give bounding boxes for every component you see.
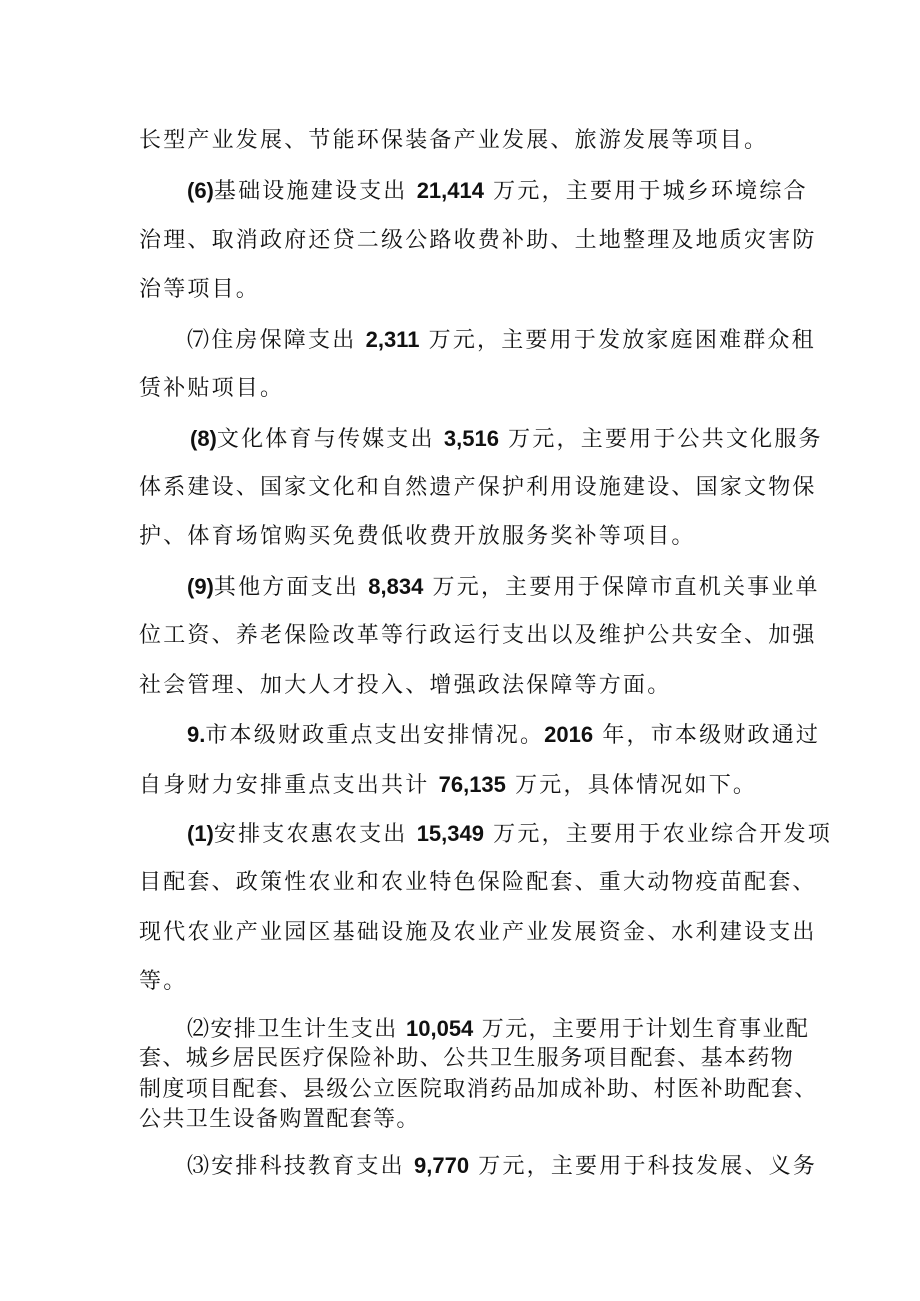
text-line: 位工资、养老保险改革等行政运行支出以及维护公共安全、加强 (139, 623, 817, 648)
paragraph-start: ⑵安排卫生计生支出 10,054 万元，主要用于计划生育事业配 (187, 1016, 810, 1042)
section-heading: 9.市本级财政重点支出安排情况。2016 年，市本级财政通过 (187, 722, 821, 748)
paragraph-start: (9)其他方面支出 8,834 万元，主要用于保障市直机关事业单 (187, 574, 820, 600)
text-line: 护、体育场馆购买免费低收费开放服务奖补等项目。 (139, 524, 696, 549)
text-line: 现代农业产业园区基础设施及农业产业发展资金、水利建设支出 (139, 920, 817, 945)
text-line: 套、城乡居民医疗保险补助、公共卫生服务项目配套、基本药物 (139, 1046, 795, 1071)
paragraph-start: ⑶安排科技教育支出 9,770 万元，主要用于科技发展、义务 (187, 1153, 818, 1179)
text-line: 自身财力安排重点支出共计 76,135 万元，具体情况如下。 (139, 772, 758, 798)
text-line: 赁补贴项目。 (139, 376, 285, 401)
text-line: 体系建设、国家文化和自然遗产保护利用设施建设、国家文物保 (139, 475, 817, 500)
text-line: 治等项目。 (139, 277, 261, 302)
text-line: 长型产业发展、节能环保装备产业发展、旅游发展等项目。 (139, 128, 769, 153)
text-line: 目配套、政策性农业和农业特色保险配套、重大动物疫苗配套、 (139, 870, 817, 895)
paragraph-start: (8)文化体育与传媒支出 3,516 万元，主要用于公共文化服务 (190, 426, 823, 452)
text-line: 治理、取消政府还贷二级公路收费补助、土地整理及地质灾害防 (139, 228, 817, 253)
paragraph-start: (1)安排支农惠农支出 15,349 万元，主要用于农业综合开发项 (187, 821, 832, 847)
text-line: 社会管理、加大人才投入、增强政法保障等方面。 (139, 673, 672, 698)
paragraph-start: (6)基础设施建设支出 21,414 万元，主要用于城乡环境综合 (187, 178, 808, 204)
text-line: 制度项目配套、县级公立医院取消药品加成补助、村医补助配套、 (139, 1077, 818, 1102)
text-line: 等。 (139, 969, 188, 994)
paragraph-start: ⑺住房保障支出 2,311 万元，主要用于发放家庭困难群众租 (187, 327, 816, 353)
text-line: 公共卫生设备购置配套等。 (139, 1107, 420, 1132)
